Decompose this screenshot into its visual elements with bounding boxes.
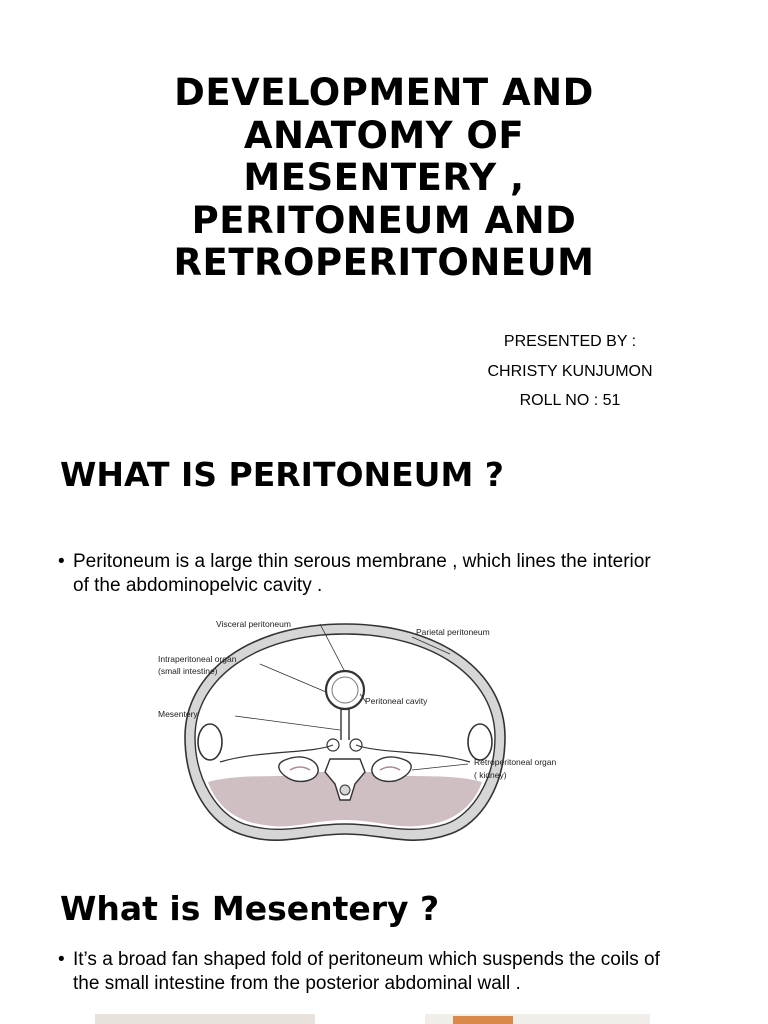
mesentery-image-right [425,1014,650,1024]
label-intraperitoneal-organ-sub: (small intestine) [158,666,218,676]
peritoneum-cross-section [150,612,580,852]
main-title [120,72,648,285]
bullet-text-line: the small intestine from the posterior abdominal wall . [73,973,521,994]
label-mesentery: Mesentery [158,709,198,719]
peritoneum-bullet [58,550,723,598]
label-peritoneal-cavity: Peritoneal cavity [365,696,428,706]
bullet-text-line: of the abdominopelvic cavity . [73,575,323,596]
mesentery-image-left [95,1014,315,1024]
presenter-block [430,327,710,416]
title-line: PERITONEUM AND [191,198,577,242]
title-line: MESENTERY , [243,156,525,199]
peritoneum-heading: WHAT IS PERITONEUM ? [60,455,504,494]
presenter-name: CHRISTY KUNJUMON [487,362,653,380]
descending-colon [468,724,492,760]
spinal-canal [340,785,350,795]
title-line: ANATOMY OF [243,113,525,157]
title-line: RETROPERITONEUM [173,241,595,284]
label-intraperitoneal-organ: Intraperitoneal organ [158,654,237,664]
bullet-text-line: It’s a broad fan shaped fold of peritoneum which suspends the coils of [73,949,660,970]
bullet-dot: • [58,551,65,572]
bullet-dot: • [58,949,65,970]
mesentery-bullet [58,948,723,996]
peritoneum-diagram [150,612,580,852]
label-retroperitoneal-organ-sub: ( kidney) [474,770,507,780]
label-parietal-peritoneum: Parietal peritoneum [416,627,490,637]
label-visceral-peritoneum: Visceral peritoneum [216,619,291,629]
title-line: DEVELOPMENT AND [174,71,594,114]
intestine-lumen [332,677,358,703]
label-retroperitoneal-organ: Retroperitoneal organ [474,757,557,767]
mesentery-heading: What is Mesentery ? [60,889,440,928]
ascending-colon [198,724,222,760]
mesentery-image-detail [453,1016,513,1024]
presenter-label: PRESENTED BY : [503,333,637,350]
roll-number: ROLL NO : 51 [519,392,621,409]
bullet-text-line: Peritoneum is a large thin serous membrane , which lines the interior [73,551,651,572]
title-slide [0,0,768,430]
